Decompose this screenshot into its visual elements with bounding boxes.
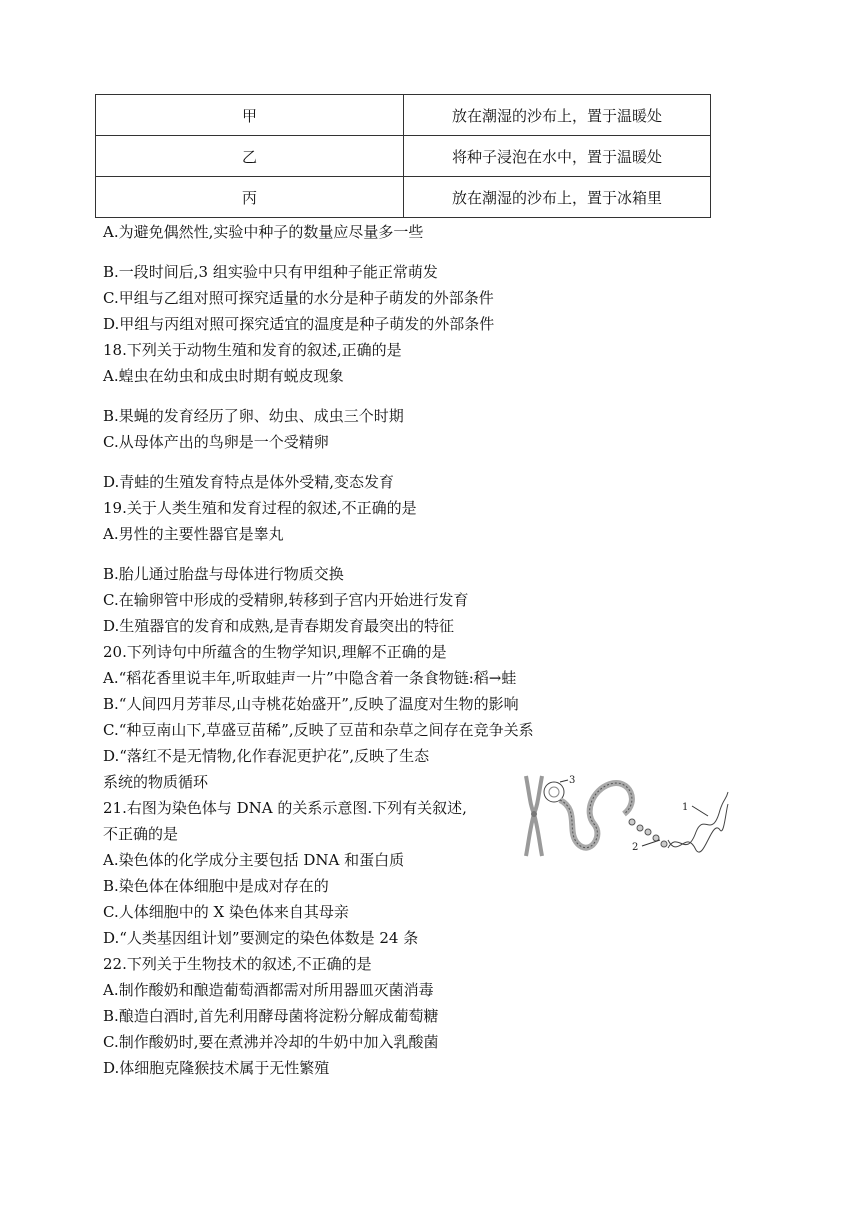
option-line: A.“稻花香里说丰年,听取蛙声一片”中隐含着一条食物链:稻→蛙 (103, 669, 517, 687)
option-line: C.甲组与乙组对照可探究适量的水分是种子萌发的外部条件 (103, 289, 494, 307)
figure-label-3: 3 (569, 775, 576, 786)
option-line: B.胎儿通过胎盘与母体进行物质交换 (103, 565, 344, 583)
option-line: 系统的物质循环 (103, 773, 209, 791)
option-line: A.为避免偶然性,实验中种子的数量应尽量多一些 (103, 223, 424, 241)
option-line: D.生殖器官的发育和成熟,是青春期发育最突出的特征 (103, 617, 455, 635)
option-line: A.男性的主要性器官是睾丸 (103, 525, 284, 543)
option-line: B.果蝇的发育经历了卵、幼虫、成虫三个时期 (103, 407, 404, 425)
option-line: C.人体细胞中的 X 染色体来自其母亲 (103, 903, 349, 921)
question-stem: 20.下列诗句中所蕴含的生物学知识,理解不正确的是 (103, 643, 447, 661)
option-line: C.在输卵管中形成的受精卵,转移到子宫内开始进行发育 (103, 591, 469, 609)
treatment-cell: 将种子浸泡在水中，置于温暖处 (404, 136, 711, 177)
chromosome-dna-diagram (520, 770, 730, 860)
option-line: A.染色体的化学成分主要包括 DNA 和蛋白质 (103, 851, 405, 869)
option-line: B.“人间四月芳菲尽,山寺桃花始盛开”,反映了温度对生物的影响 (103, 695, 519, 713)
experiment-table (95, 94, 711, 218)
table-row (96, 177, 711, 218)
option-line: A.制作酸奶和酿造葡萄酒都需对所用器皿灭菌消毒 (103, 981, 434, 999)
option-line: A.蝗虫在幼虫和成虫时期有蜕皮现象 (103, 367, 344, 385)
option-line: B.染色体在体细胞中是成对存在的 (103, 877, 329, 895)
question-stem: 不正确的是 (103, 825, 179, 843)
option-line: B.一段时间后,3 组实验中只有甲组种子能正常萌发 (103, 263, 438, 281)
group-cell: 丙 (96, 177, 404, 218)
option-line: C.从母体产出的鸟卵是一个受精卵 (103, 433, 329, 451)
option-line: D.甲组与丙组对照可探究适宜的温度是种子萌发的外部条件 (103, 315, 495, 333)
group-cell: 乙 (96, 136, 404, 177)
option-line: D.“人类基因组计划”要测定的染色体数是 24 条 (103, 929, 419, 947)
table-row (96, 136, 711, 177)
question-stem: 21.右图为染色体与 DNA 的关系示意图.下列有关叙述, (103, 799, 467, 817)
treatment-cell: 放在潮湿的沙布上，置于冰箱里 (404, 177, 711, 218)
group-cell: 甲 (96, 95, 404, 136)
option-line: D.体细胞克隆猴技术属于无性繁殖 (103, 1059, 330, 1077)
treatment-cell: 放在潮湿的沙布上，置于温暖处 (404, 95, 711, 136)
option-line: D.青蛙的生殖发育特点是体外受精,变态发育 (103, 473, 395, 491)
figure-label-1: 1 (682, 802, 689, 813)
option-line: D.“落红不是无情物,化作春泥更护花”,反映了生态 (103, 747, 430, 765)
table-row (96, 95, 711, 136)
question-stem: 19.关于人类生殖和发育过程的叙述,不正确的是 (103, 499, 417, 517)
question-stem: 22.下列关于生物技术的叙述,不正确的是 (103, 955, 372, 973)
question-stem: 18.下列关于动物生殖和发育的叙述,正确的是 (103, 341, 402, 359)
option-line: C.“种豆南山下,草盛豆苗稀”,反映了豆苗和杂草之间存在竞争关系 (103, 721, 534, 739)
option-line: C.制作酸奶时,要在煮沸并冷却的牛奶中加入乳酸菌 (103, 1033, 439, 1051)
option-line: B.酿造白酒时,首先利用酵母菌将淀粉分解成葡萄糖 (103, 1007, 439, 1025)
figure-label-2: 2 (632, 842, 639, 853)
